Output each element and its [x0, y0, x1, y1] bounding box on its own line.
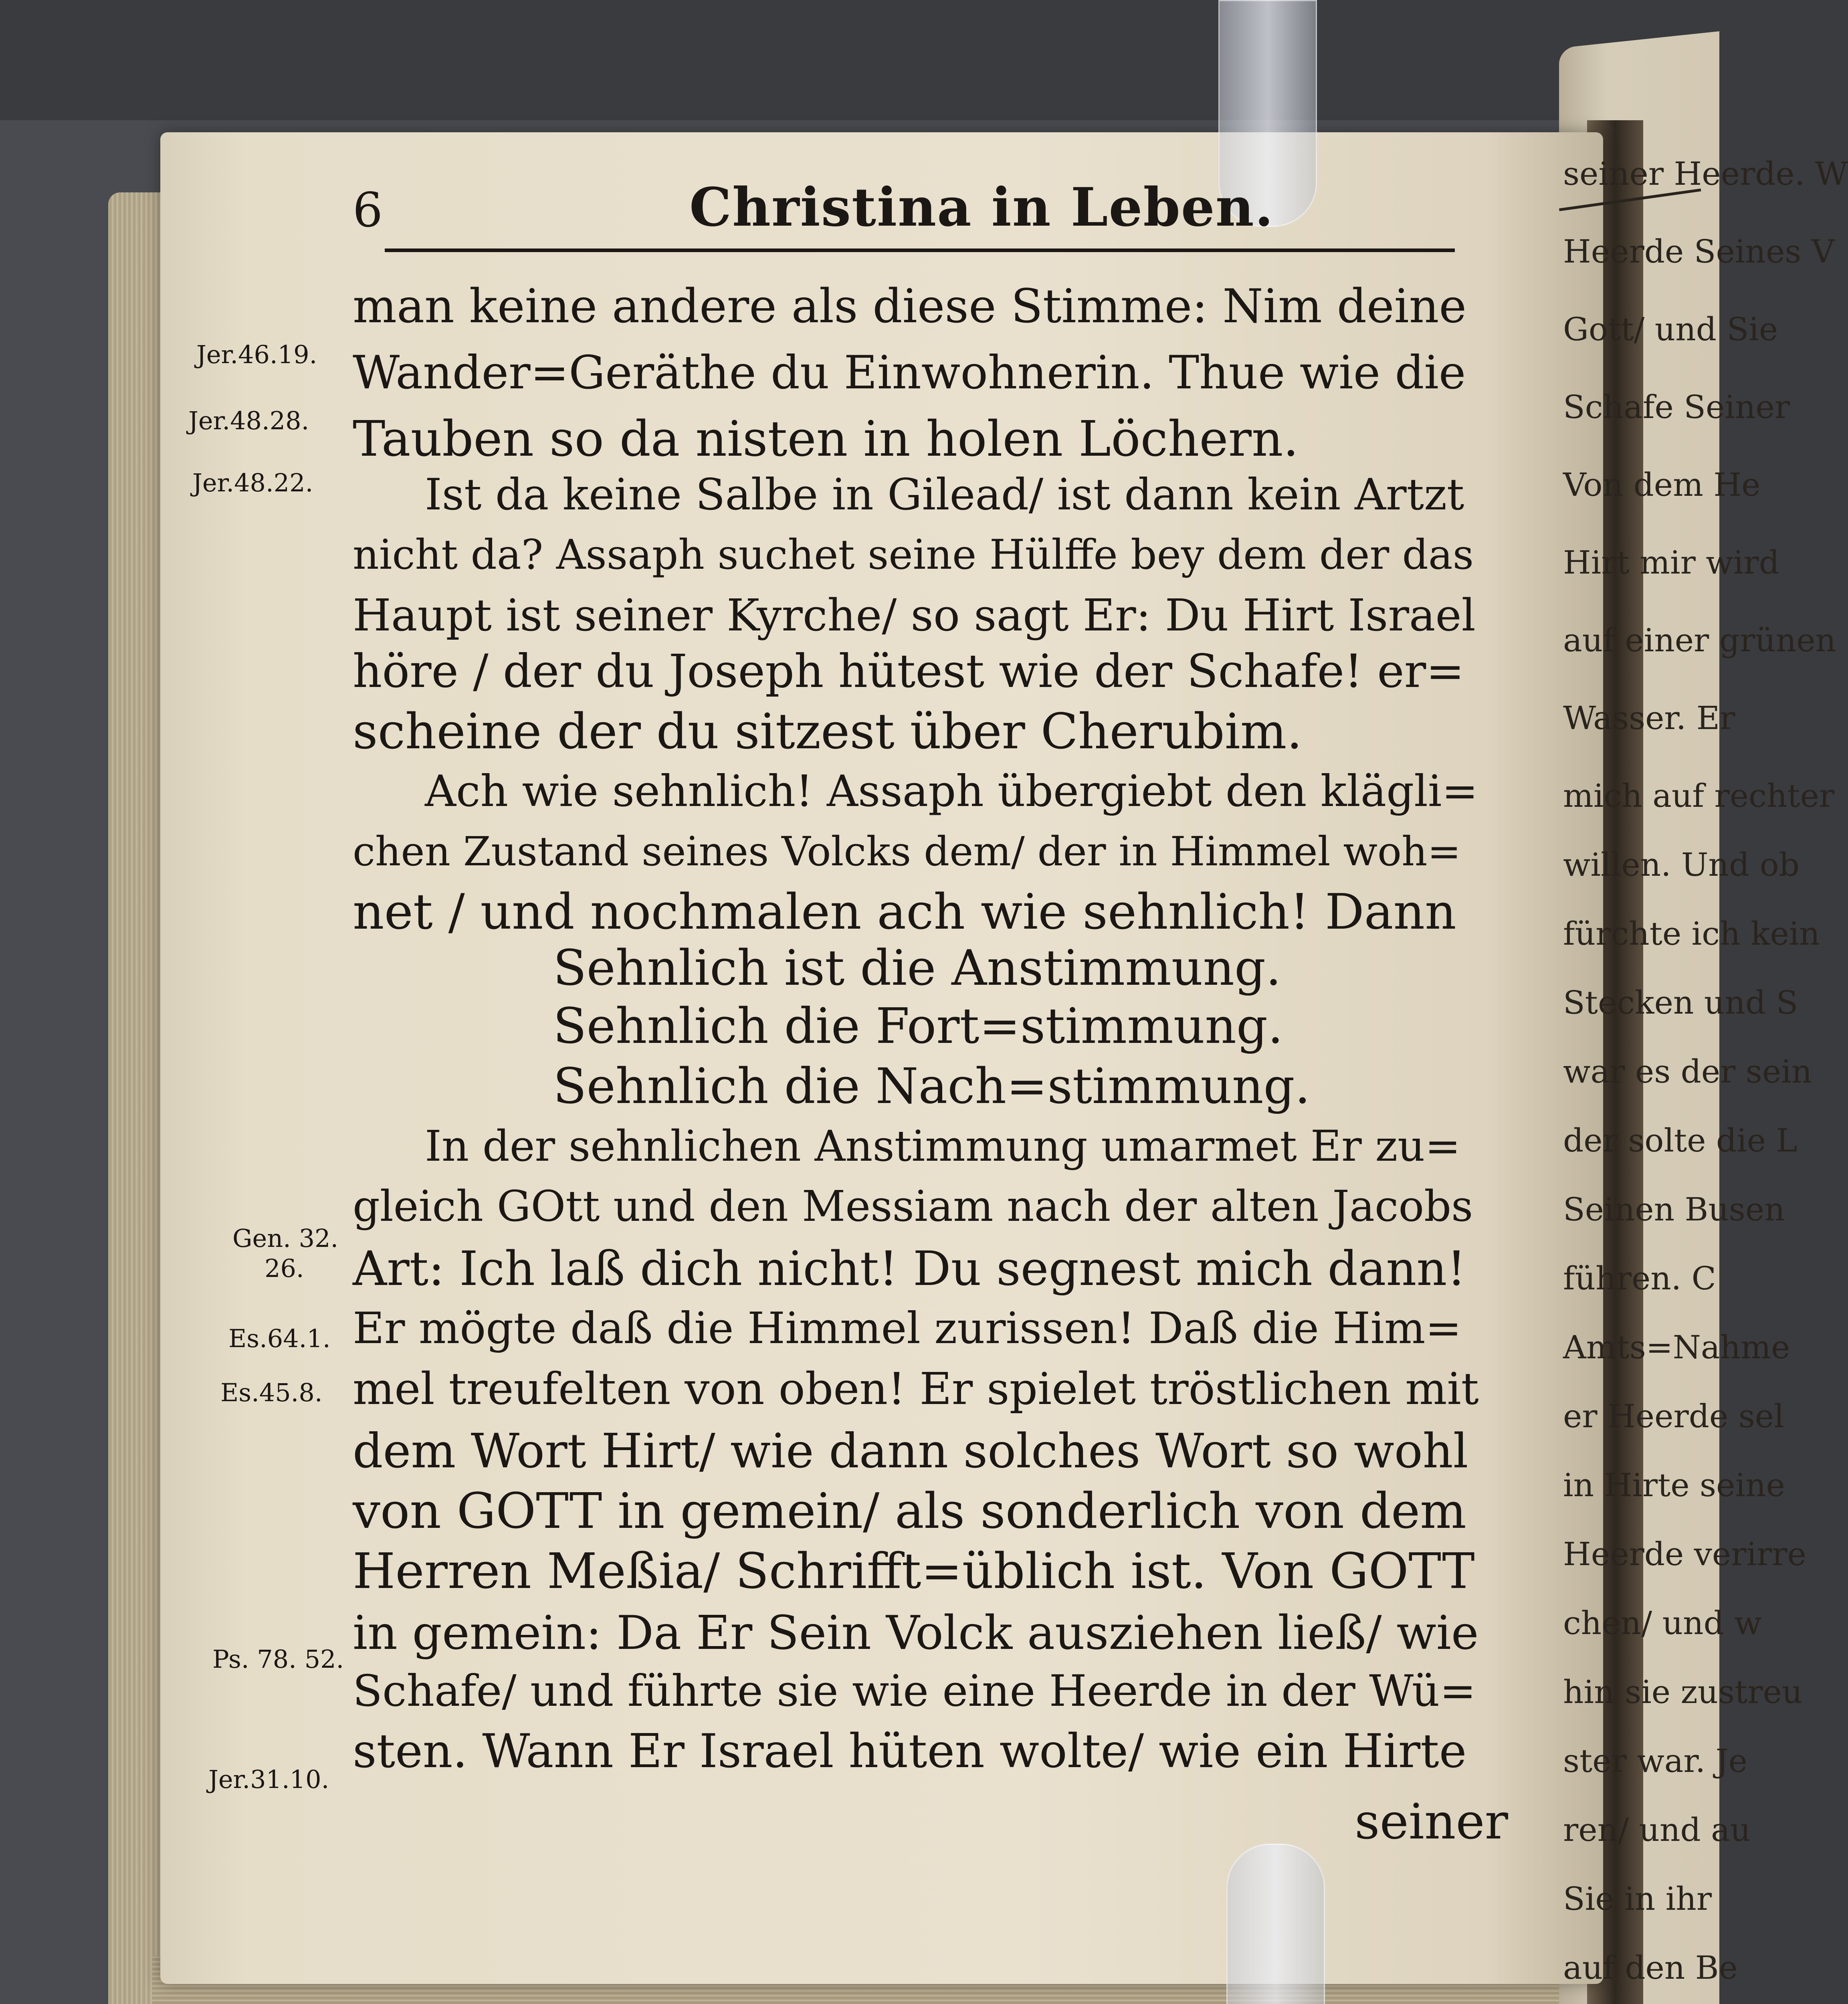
- text-line: gleich GOtt und den Messiam nach der alten Jacobs: [353, 1182, 1473, 1231]
- text-line: Tauben so da nisten in holen Löchern.: [353, 410, 1299, 467]
- margin-reference: Jer.31.10.: [208, 1765, 329, 1794]
- text-line: Schafe/ und führte sie wie eine Heerde in der Wü=: [353, 1666, 1476, 1716]
- facing-page-text: [1559, 0, 1848, 2004]
- text-line: in gemein: Da Er Sein Volck ausziehen ließ/ wie: [353, 1606, 1479, 1660]
- margin-reference: Es.45.8.: [220, 1378, 323, 1407]
- facing-page-line: Stecken und S: [1563, 984, 1798, 1021]
- catchword: seiner: [1355, 1793, 1508, 1850]
- facing-page-line: Heerde Seines V: [1563, 233, 1835, 270]
- text-line: höre / der du Joseph hütest wie der Schafe! er=: [353, 644, 1464, 698]
- facing-page-line: Seinen Busen: [1563, 1191, 1785, 1228]
- facing-page-line: hin sie zustreu: [1563, 1673, 1803, 1711]
- text-line: man keine andere als diese Stimme: Nim deine: [353, 279, 1467, 333]
- text-line: Art: Ich laß dich nicht! Du segnest mich dann!: [353, 1241, 1466, 1296]
- margin-reference: Jer.46.19.: [196, 340, 317, 369]
- text-line: Ach wie sehnlich! Assaph übergiebt den klägli=: [425, 766, 1478, 816]
- facing-page-line: Schafe Seiner: [1563, 388, 1790, 426]
- facing-page-line: fürchte ich kein: [1563, 915, 1820, 952]
- margin-reference: 26.: [265, 1254, 304, 1283]
- text-line: scheine der du sitzest über Cherubim.: [353, 703, 1303, 760]
- facing-page-line: auf den Be: [1563, 1949, 1738, 1986]
- running-title: Christina in Leben.: [689, 176, 1274, 238]
- margin-reference: Gen. 32.: [232, 1224, 339, 1253]
- text-line: sten. Wann Er Israel hüten wolte/ wie ein Hirte: [353, 1724, 1467, 1778]
- text-line: nicht da? Assaph suchet seine Hülffe bey dem der das: [353, 531, 1474, 579]
- facing-page-line: der solte die L: [1563, 1122, 1798, 1159]
- text-line: dem Wort Hirt/ wie dann solches Wort so wohl: [353, 1423, 1468, 1479]
- margin-reference: Ps. 78. 52.: [212, 1644, 344, 1674]
- page-number: 6: [353, 182, 383, 238]
- facing-page-line: willen. Und ob: [1563, 846, 1800, 883]
- facing-page-line: Gott/ und Sie: [1563, 311, 1778, 348]
- facing-page-line: mich auf rechter: [1563, 777, 1835, 814]
- facing-page-line: Wasser. Er: [1563, 699, 1735, 737]
- facing-page-line: Heerde verirre: [1563, 1535, 1806, 1573]
- text-line: Sehnlich die Fort=stimmung.: [553, 998, 1283, 1055]
- facing-page-line: seiner Heerde. W: [1563, 155, 1848, 192]
- facing-page-line: er Heerde sel: [1563, 1398, 1784, 1435]
- facing-page-line: Von dem He: [1563, 466, 1761, 503]
- text-line: Haupt ist seiner Kyrche/ so sagt Er: Du Hirt Israel: [353, 590, 1476, 641]
- text-line: chen Zustand seines Volcks dem/ der in Himmel woh=: [353, 828, 1461, 875]
- facing-page-line: führen. C: [1563, 1260, 1716, 1297]
- facing-page-line: war es der sein: [1563, 1053, 1812, 1090]
- text-line: Herren Meßia/ Schrifft=üblich ist. Von GOTT: [353, 1543, 1475, 1600]
- margin-reference: Jer.48.28.: [188, 406, 309, 435]
- text-line: Ist da keine Salbe in Gilead/ ist dann kein Artzt: [425, 470, 1464, 520]
- facing-page-line: auf einer grünen: [1563, 622, 1836, 659]
- margin-reference: Es.64.1.: [228, 1324, 331, 1353]
- text-line: net / und nochmalen ach wie sehnlich! Dann: [353, 883, 1456, 940]
- text-line: von GOTT in gemein/ als sonderlich von dem: [353, 1483, 1466, 1539]
- text-line: Sehnlich ist die Anstimmung.: [553, 939, 1281, 996]
- facing-page-line: in Hirte seine: [1563, 1467, 1785, 1504]
- margin-reference: Jer.48.22.: [192, 468, 313, 497]
- facing-page-line: ster war. Je: [1563, 1742, 1748, 1780]
- text-line: Wander=Geräthe du Einwohnerin. Thue wie die: [353, 346, 1466, 399]
- facing-page-line: ren/ und au: [1563, 1811, 1751, 1848]
- facing-page-line: Hirt mir wird: [1563, 544, 1779, 581]
- text-line: mel treufelten von oben! Er spielet tröstlichen mit: [353, 1363, 1479, 1414]
- facing-page-line: chen/ und w: [1563, 1604, 1762, 1642]
- facing-page-line: Sie in ihr: [1563, 1880, 1712, 1917]
- facing-page-line: Amts=Nahme: [1563, 1329, 1790, 1366]
- text-line: In der sehnlichen Anstimmung umarmet Er zu=: [425, 1121, 1461, 1171]
- clip-bottom-icon: [1226, 1844, 1325, 2004]
- text-line: Er mögte daß die Himmel zurissen! Daß die Him=: [353, 1303, 1462, 1354]
- text-line: Sehnlich die Nach=stimmung.: [553, 1058, 1311, 1115]
- header-rule: [385, 248, 1455, 252]
